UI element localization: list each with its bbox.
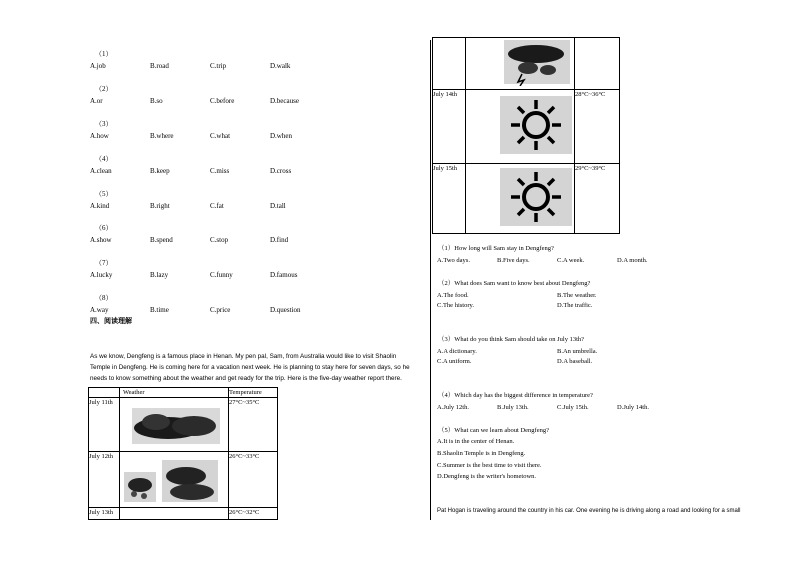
weather-date: July 14th <box>433 90 466 164</box>
option-c: C.A uniform. <box>437 358 472 365</box>
option-a: A.lucky <box>90 271 113 279</box>
weather-temperature: 26°C~32°C <box>229 508 278 520</box>
thunderstorm-icon <box>466 38 574 86</box>
weather-date: July 12th <box>89 452 120 508</box>
option-a: A.clean <box>90 167 112 175</box>
reading-passage <box>90 351 410 384</box>
option-b: B.Shaolin Temple is in Dengfeng. <box>437 450 526 457</box>
option-d: D.The traffic. <box>557 302 593 309</box>
option-a: A.job <box>90 62 106 70</box>
question-number: （2） <box>95 85 113 93</box>
question-number: （3） <box>95 120 113 128</box>
option-a: A.kind <box>90 202 110 210</box>
next-passage: Pat Hogan is traveling around the country in his car. One evening he is driving along a road and looking for a small <box>437 508 741 514</box>
option-c: C.fat <box>210 202 224 210</box>
option-d: D.walk <box>270 62 291 70</box>
question-number: （6） <box>95 224 113 232</box>
weather-temperature: 29°C~39°C <box>575 164 620 234</box>
option-c: C.what <box>210 132 231 140</box>
passage-line: As we know, Dengfeng is a famous place in Henan. My pen pal, Sam, from Australia would like to visit Shaolin <box>90 353 397 360</box>
cloud-icon <box>120 398 228 448</box>
option-b: B.lazy <box>150 271 169 279</box>
weather-temperature: 26°C~33°C <box>229 452 278 508</box>
option-c: C.miss <box>210 167 230 175</box>
option-a: A.July 12th. <box>437 404 469 411</box>
weather-table <box>88 387 278 520</box>
rain-and-cloud-icon <box>120 452 228 504</box>
option-d: D.A baseball. <box>557 358 593 365</box>
option-b: B.so <box>150 97 163 105</box>
column-divider <box>430 40 431 520</box>
question-number: （8） <box>95 294 113 302</box>
option-a: A.It is in the center of Henan. <box>437 438 515 445</box>
option-a: A.The food. <box>437 292 469 299</box>
sun-icon <box>466 164 574 230</box>
option-b: B.July 13th. <box>497 404 529 411</box>
option-a: A.A dictionary. <box>437 348 477 355</box>
weather-image <box>120 398 229 452</box>
option-c: C.The history. <box>437 302 474 309</box>
option-a: A.way <box>90 306 109 314</box>
passage-line: needs to know something about the weather and get ready for the trip. Here is the five-day weather report there. <box>90 375 402 382</box>
question-number: （5） <box>95 190 113 198</box>
option-d: D.July 14th. <box>617 404 649 411</box>
option-d: D.famous <box>270 271 298 279</box>
option-b: B.Five days. <box>497 257 530 264</box>
option-d: D.tall <box>270 202 286 210</box>
question-stem: （4）Which day has the biggest difference in temperature? <box>438 392 593 399</box>
weather-temperature: 28°C~36°C <box>575 90 620 164</box>
option-a: A.or <box>90 97 103 105</box>
weather-date: July 13th <box>89 508 120 520</box>
option-d: D.question <box>270 306 301 314</box>
question-number: （7） <box>95 259 113 267</box>
option-d: D.find <box>270 236 289 244</box>
question-stem: （2）What does Sam want to know best about Dengfeng? <box>438 280 591 287</box>
option-d: D.cross <box>270 167 292 175</box>
question-stem: （1）How long will Sam stay in Dengfeng? <box>438 245 554 252</box>
option-b: B.time <box>150 306 169 314</box>
option-b: B.right <box>150 202 170 210</box>
option-c: C.before <box>210 97 235 105</box>
option-c: C.A week. <box>557 257 585 264</box>
weather-date: July 11th <box>89 398 120 452</box>
question-stem: （3）What do you think Sam should take on July 13th? <box>438 336 585 343</box>
option-a: A.how <box>90 132 109 140</box>
option-c: C.trip <box>210 62 227 70</box>
option-b: B.An umbrella. <box>557 348 598 355</box>
option-b: B.The weather. <box>557 292 597 299</box>
weather-image <box>466 164 575 234</box>
option-b: B.keep <box>150 167 170 175</box>
option-a: A.Two days. <box>437 257 470 264</box>
weather-table-continued <box>432 37 620 234</box>
question-number: （1） <box>95 50 113 58</box>
option-a: A.show <box>90 236 112 244</box>
question-number: （4） <box>95 155 113 163</box>
weather-header: Weather <box>120 388 229 398</box>
weather-image <box>120 452 229 508</box>
sun-icon <box>466 90 574 160</box>
option-b: B.road <box>150 62 169 70</box>
option-d: D.A month. <box>617 257 648 264</box>
option-c: C.stop <box>210 236 229 244</box>
weather-temperature: 27°C~35°C <box>229 398 278 452</box>
temperature-header: Temperature <box>229 388 278 398</box>
option-b: B.where <box>150 132 174 140</box>
option-c: C.funny <box>210 271 233 279</box>
option-d: D.when <box>270 132 292 140</box>
weather-image <box>466 38 575 90</box>
weather-image <box>466 90 575 164</box>
option-c: C.Summer is the best time to visit there. <box>437 462 542 469</box>
option-d: D.because <box>270 97 299 105</box>
option-b: B.spend <box>150 236 173 244</box>
option-d: D.Dengfeng is the writer's hometown. <box>437 473 537 480</box>
passage-line: Temple in Dengfeng. He is coming here for a vacation next week. He is planning to stay here for seven days, so he <box>90 364 410 371</box>
weather-date: July 15th <box>433 164 466 234</box>
question-stem: （5）What can we learn about Dengfeng? <box>438 427 549 434</box>
section-heading: 四、阅读理解 <box>90 317 132 325</box>
option-c: C.price <box>210 306 231 314</box>
option-c: C.July 15th. <box>557 404 589 411</box>
